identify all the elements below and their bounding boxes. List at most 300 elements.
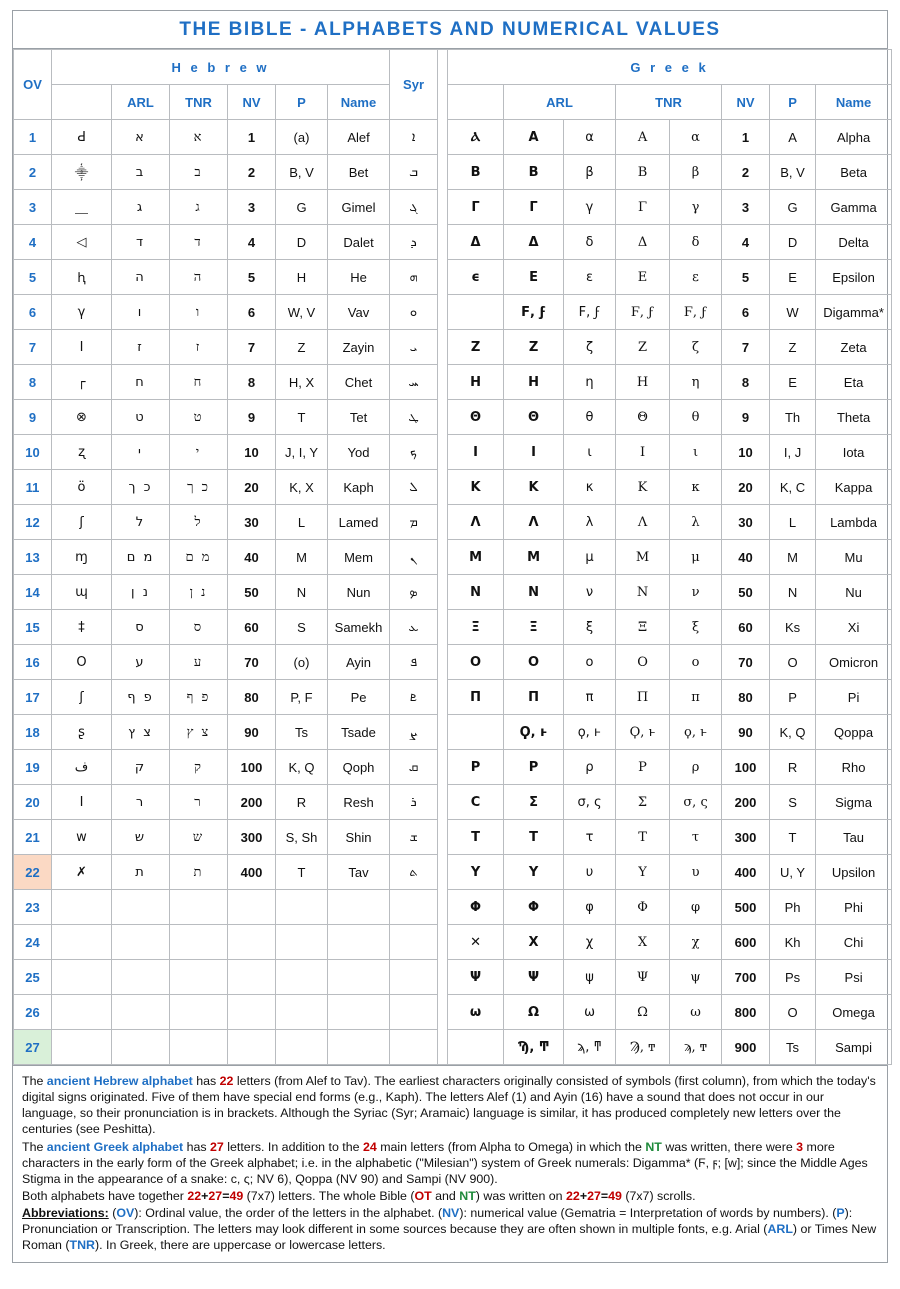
hebrew-name: Gimel [328,190,390,225]
hebrew-tnr: ז [170,330,228,365]
hebrew-ancient [52,925,112,960]
greek-tnr-upper: Ϙ, ͱ [616,715,670,750]
hebrew-p: H, X [276,365,328,400]
greek-tnr-upper: Δ [616,225,670,260]
hebrew-ov: 16 [14,645,52,680]
hebrew-arl: ת [112,855,170,890]
greek-arl-upper: Γ [504,190,564,225]
hebrew-arl: ע [112,645,170,680]
greek-tnr-lower: ζ [670,330,722,365]
hebrew-name: Mem [328,540,390,575]
table-row [14,855,892,890]
hebrew-nv: 10 [228,435,276,470]
greek-arl-upper: Κ [504,470,564,505]
hebrew-nv: 6 [228,295,276,330]
greek-ancient: Δ [448,225,504,260]
syriac-glyph: ܬ [390,855,438,890]
greek-arl-upper: Ι [504,435,564,470]
greek-tnr-upper: Τ [616,820,670,855]
note-text: main letters (from Alpha to Omega) in which the [376,1139,646,1154]
table-row [14,645,892,680]
greek-tnr-lower: μ [670,540,722,575]
syriac-glyph: ܦ [390,645,438,680]
hebrew-ancient: ┌ [52,365,112,400]
hebrew-nv: 50 [228,575,276,610]
greek-name: Qoppa [816,715,892,750]
greek-nv: 900 [722,1030,770,1065]
hebrew-tnr [170,960,228,995]
hebrew-ancient [52,995,112,1030]
greek-tnr-upper: Λ [616,505,670,540]
note-count-3: 3 [796,1139,804,1154]
greek-arl-upper: Σ [504,785,564,820]
greek-name: Chi [816,925,892,960]
hebrew-ancient: Ӏ [52,785,112,820]
table-row [14,785,892,820]
hebrew-tnr: ל [170,505,228,540]
greek-ancient: Ρ [448,750,504,785]
greek-tnr-lower: ω [670,995,722,1030]
greek-p: A [770,120,816,155]
hebrew-ancient: ⊗ [52,400,112,435]
hebrew-ov: 17 [14,680,52,715]
greek-p: K, Q [770,715,816,750]
hebrew-nv: 90 [228,715,276,750]
hebrew-arl: ש [112,820,170,855]
hebrew-arl [112,1030,170,1065]
greek-nv: 10 [722,435,770,470]
hebrew-tnr: ש [170,820,228,855]
page-title: THE BIBLE - ALPHABETS AND NUMERICAL VALUES [13,11,887,49]
hebrew-ancient: ʐ [52,435,112,470]
hebrew-ancient: ◁ [52,225,112,260]
note-text: has [183,1139,211,1154]
note-text: ): Pronunciation or Transcription. The letters may look different in some sources because they are often shown in multiple fonts, e.g. Arial ( [22,1206,853,1237]
greek-p: E [770,260,816,295]
greek-tnr-lower: ι [670,435,722,470]
hebrew-nv: 80 [228,680,276,715]
hebrew-arl [112,890,170,925]
syriac-glyph: ܫ [390,820,438,855]
header-syr: Syr [390,50,438,120]
hebrew-p [276,1030,328,1065]
greek-arl-lower: η [564,365,616,400]
hebrew-p: K, Q [276,750,328,785]
greek-tnr-upper: Ϡ, ͳ [616,1030,670,1065]
table-row [14,435,892,470]
hebrew-ov: 15 [14,610,52,645]
note-totals [22,1188,878,1204]
note-text: ): numerical value (Gematria = Interpretation of words by numbers). ( [459,1206,837,1220]
greek-tnr-upper: Σ [616,785,670,820]
greek-nv: 70 [722,645,770,680]
greek-arl-upper: Β [504,155,564,190]
hebrew-arl: ח [112,365,170,400]
hebrew-nv: 30 [228,505,276,540]
greek-tnr-upper: Ι [616,435,670,470]
greek-nv: 400 [722,855,770,890]
hebrew-ov: 6 [14,295,52,330]
greek-arl-upper: Α [504,120,564,155]
greek-p: O [770,995,816,1030]
hebrew-arl: כ ך [112,470,170,505]
note-nt: NT [645,1139,662,1154]
greek-arl-upper: Ζ [504,330,564,365]
greek-name: Digamma* [816,295,892,330]
hebrew-name: Tsade [328,715,390,750]
greek-ancient: Θ [448,400,504,435]
greek-nv: 90 [722,715,770,750]
hebrew-ancient: Ԁ [52,120,112,155]
hebrew-arl: ג [112,190,170,225]
greek-tnr-upper: Α [616,120,670,155]
greek-nv: 600 [722,925,770,960]
greek-nv: 300 [722,820,770,855]
greek-nv: 8 [722,365,770,400]
header-hebrew: H e b r e w [52,50,390,85]
syriac-glyph: ܓ [390,190,438,225]
greek-tnr-lower: η [670,365,722,400]
greek-name: Beta [816,155,892,190]
hebrew-tnr: ס [170,610,228,645]
greek-p: Z [770,330,816,365]
greek-nv: 60 [722,610,770,645]
hebrew-ancient: ⸎ [52,155,112,190]
greek-nv: 700 [722,960,770,995]
table-container [12,10,888,1066]
hebrew-nv: 300 [228,820,276,855]
greek-p: S [770,785,816,820]
greek-ancient: Ι [448,435,504,470]
hebrew-ov: 22 [14,855,52,890]
greek-arl-lower: ο [564,645,616,680]
greek-name: Upsilon [816,855,892,890]
hebrew-arl: ס [112,610,170,645]
greek-tnr-upper: Θ [616,400,670,435]
header-hebrew-arl: ARL [112,85,170,120]
hebrew-ancient [52,960,112,995]
greek-ancient: Β [448,155,504,190]
column-separator [438,50,448,1065]
hebrew-nv [228,1030,276,1065]
table-row [14,225,892,260]
greek-arl-upper: Λ [504,505,564,540]
greek-arl-lower: Ϝ, ϝ [564,295,616,330]
notes-section [12,1066,888,1263]
note-count-24: 24 [362,1139,377,1154]
greek-name: Sigma [816,785,892,820]
table-header-langs [14,50,892,85]
hebrew-ov: 14 [14,575,52,610]
table-row [14,505,892,540]
hebrew-ancient: ⸏ [52,190,112,225]
header-greek-arl: ARL [504,85,616,120]
hebrew-p: L [276,505,328,540]
note-ot: OT [414,1188,432,1203]
hebrew-ov: 18 [14,715,52,750]
note-text: and [431,1188,460,1203]
hebrew-nv [228,925,276,960]
hebrew-name: He [328,260,390,295]
hebrew-nv: 400 [228,855,276,890]
greek-tnr-upper: Ξ [616,610,670,645]
greek-tnr-lower: ο [670,645,722,680]
hebrew-p: Ts [276,715,328,750]
greek-arl-upper: Ε [504,260,564,295]
note-text: The [22,1139,47,1154]
greek-p: D [770,225,816,260]
hebrew-arl [112,925,170,960]
hebrew-tnr: נ ן [170,575,228,610]
hebrew-arl: נ ן [112,575,170,610]
hebrew-arl: מ ם [112,540,170,575]
table-row [14,715,892,750]
hebrew-tnr: מ ם [170,540,228,575]
hebrew-ov: 2 [14,155,52,190]
hebrew-p: G [276,190,328,225]
table-row [14,330,892,365]
greek-arl-upper: Ο [504,645,564,680]
greek-arl-lower: φ [564,890,616,925]
table-row [14,995,892,1030]
hebrew-ancient: ɰ [52,575,112,610]
hebrew-arl: ז [112,330,170,365]
hebrew-name: Chet [328,365,390,400]
note-greek [22,1139,878,1187]
note-22b: 22 [566,1188,580,1203]
note-text: letters. In addition to the [223,1139,363,1154]
greek-tnr-upper: Ω [616,995,670,1030]
syriac-glyph: ܝ [390,330,438,365]
table-row [14,680,892,715]
hebrew-name: Ayin [328,645,390,680]
note-abbr-label: Abbreviations: [22,1206,109,1220]
hebrew-p: M [276,540,328,575]
greek-tnr-upper: Ν [616,575,670,610]
greek-name: Lambda [816,505,892,540]
note-hebrew [22,1073,878,1138]
alphabet-table [13,49,892,1065]
hebrew-arl: צ ץ [112,715,170,750]
syriac-glyph: ܡ [390,505,438,540]
header-hebrew-nv: NV [228,85,276,120]
greek-p: U, Y [770,855,816,890]
greek-p: L [770,505,816,540]
note-text: The [22,1074,47,1088]
hebrew-nv [228,995,276,1030]
syriac-glyph [390,925,438,960]
note-49: 49 [229,1188,244,1203]
hebrew-tnr: ה [170,260,228,295]
greek-tnr-upper: Ο [616,645,670,680]
table-row [14,610,892,645]
syriac-glyph: ܥ [390,610,438,645]
greek-name: Omega [816,995,892,1030]
note-count-27: 27 [210,1139,224,1154]
hebrew-ov: 1 [14,120,52,155]
greek-arl-upper: Ρ [504,750,564,785]
greek-name: Epsilon [816,260,892,295]
hebrew-nv: 60 [228,610,276,645]
hebrew-name: Dalet [328,225,390,260]
hebrew-name [328,995,390,1030]
hebrew-ov: 13 [14,540,52,575]
hebrew-ancient: I [52,330,112,365]
greek-nv: 7 [722,330,770,365]
hebrew-arl: א [112,120,170,155]
greek-ancient: Ψ [448,960,504,995]
hebrew-tnr: ב [170,155,228,190]
hebrew-ov: 7 [14,330,52,365]
hebrew-ov: 24 [14,925,52,960]
greek-p: Kh [770,925,816,960]
greek-nv: 100 [722,750,770,785]
hebrew-nv: 7 [228,330,276,365]
greek-name: Theta [816,400,892,435]
greek-ancient: ✕ [448,925,504,960]
hebrew-arl [112,960,170,995]
greek-arl-upper: Χ [504,925,564,960]
syriac-glyph: ܢ [390,540,438,575]
greek-name: Tau [816,820,892,855]
hebrew-tnr: פ ף [170,680,228,715]
greek-ancient: Γ [448,190,504,225]
note-text: was written, there were [661,1139,797,1154]
hebrew-ov: 27 [14,1030,52,1065]
greek-tnr-lower: τ [670,820,722,855]
hebrew-arl: ו [112,295,170,330]
greek-tnr-lower: ν [670,575,722,610]
hebrew-name: Samekh [328,610,390,645]
hebrew-ov: 11 [14,470,52,505]
hebrew-ancient: ʂ [52,715,112,750]
hebrew-name: Alef [328,120,390,155]
note-nv: NV [442,1206,460,1220]
hebrew-name: Kaph [328,470,390,505]
note-emphasis-hebrew: ancient Hebrew alphabet [46,1074,193,1088]
greek-p: Ps [770,960,816,995]
greek-tnr-upper: Ψ [616,960,670,995]
greek-arl-upper: Τ [504,820,564,855]
table-row [14,260,892,295]
greek-nv: 500 [722,890,770,925]
header-hebrew-name: Name [328,85,390,120]
greek-arl-upper: Ϡ, ͳ [504,1030,564,1065]
note-text: Both alphabets have together [22,1188,188,1203]
greek-arl-upper: Μ [504,540,564,575]
hebrew-tnr: ט [170,400,228,435]
hebrew-ov: 10 [14,435,52,470]
greek-ancient: Ν [448,575,504,610]
syriac-glyph: ܚ [390,365,438,400]
table-row [14,155,892,190]
hebrew-nv [228,960,276,995]
hebrew-ancient: ӧ [52,470,112,505]
hebrew-ancient: ʃ [52,505,112,540]
greek-tnr-lower: φ [670,890,722,925]
table-row [14,750,892,785]
greek-arl-lower: ι [564,435,616,470]
hebrew-p: T [276,400,328,435]
hebrew-name: Tet [328,400,390,435]
hebrew-ov: 5 [14,260,52,295]
greek-tnr-lower: ε [670,260,722,295]
greek-tnr-lower: κ [670,470,722,505]
syriac-glyph: ܠ [390,470,438,505]
hebrew-name: Resh [328,785,390,820]
hebrew-arl: ט [112,400,170,435]
hebrew-p: R [276,785,328,820]
hebrew-ancient: ԧ [52,260,112,295]
hebrew-tnr: ג [170,190,228,225]
greek-p: Ph [770,890,816,925]
header-greek-nv: NV [722,85,770,120]
greek-p: O [770,645,816,680]
greek-tnr-lower: υ [670,855,722,890]
note-equals: = [600,1188,609,1203]
hebrew-p: S, Sh [276,820,328,855]
header-greek-p: P [770,85,816,120]
hebrew-name: Nun [328,575,390,610]
greek-tnr-lower: λ [670,505,722,540]
greek-arl-upper: Ϙ, ͱ [504,715,564,750]
hebrew-tnr [170,925,228,960]
hebrew-p: D [276,225,328,260]
note-emphasis-greek: ancient Greek alphabet [46,1139,184,1154]
hebrew-nv: 200 [228,785,276,820]
greek-arl-lower: ω [564,995,616,1030]
hebrew-arl: ר [112,785,170,820]
greek-tnr-lower: γ [670,190,722,225]
hebrew-p: B, V [276,155,328,190]
greek-nv: 2 [722,155,770,190]
hebrew-p [276,925,328,960]
hebrew-arl: ב [112,155,170,190]
hebrew-name: Vav [328,295,390,330]
greek-nv: 3 [722,190,770,225]
hebrew-arl: פ ף [112,680,170,715]
greek-name: Sampi [816,1030,892,1065]
note-text: ( [108,1206,117,1220]
greek-nv: 20 [722,470,770,505]
hebrew-nv: 3 [228,190,276,225]
table-row [14,960,892,995]
note-p: P [836,1206,845,1220]
greek-nv: 6 [722,295,770,330]
note-plus: + [579,1188,588,1203]
greek-arl-upper: Η [504,365,564,400]
header-greek-name: Name [816,85,892,120]
greek-arl-upper: Ψ [504,960,564,995]
syriac-glyph: ܐ [390,120,438,155]
hebrew-nv [228,890,276,925]
note-text: ). In Greek, there are uppercase or lowercase letters. [94,1238,386,1253]
greek-p: N [770,575,816,610]
syriac-glyph: ܧ [390,680,438,715]
greek-arl-lower: κ [564,470,616,505]
table-row [14,890,892,925]
greek-ancient: Τ [448,820,504,855]
greek-tnr-upper: Χ [616,925,670,960]
hebrew-nv: 20 [228,470,276,505]
hebrew-tnr: ק [170,750,228,785]
note-27: 27 [208,1188,223,1203]
greek-name: Delta [816,225,892,260]
greek-arl-upper: Ω [504,995,564,1030]
note-27b: 27 [587,1188,601,1203]
hebrew-p [276,890,328,925]
note-equals: = [222,1188,230,1203]
